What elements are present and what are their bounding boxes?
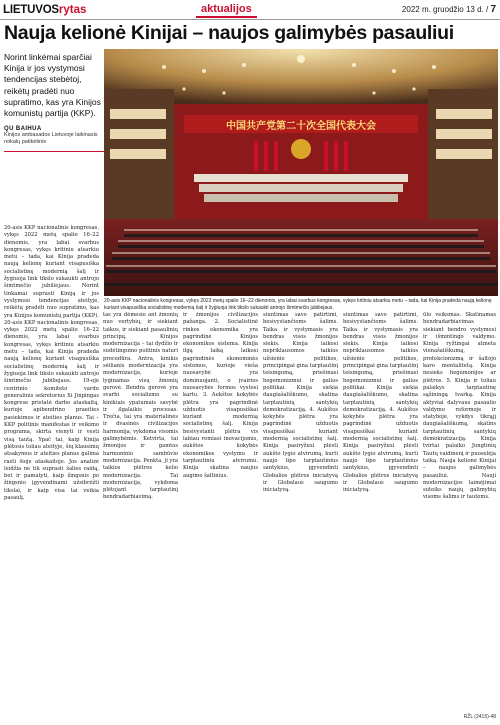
article-column-2 — [103, 312, 178, 720]
column-text: siuntimas savo patirtimi, besivystančioms šalims. Taika ir vystymasis yra bendras visos žmonijos siekis. Kinija laikosi nepriklausomos taikios užsienio politikos, principingai gina tarptautinį teisingumą, priešinasi hegemonizmui ir galios politikai. Kinija siekia daugiašališkumo, skatina tarptautinių santykių demokratizaciją. 4. Aukštos kokybės plėtra yra pagrindinė užduotis visapusiškai kuriant modernią socialistinę šalį. Kinija pasiryžusi plėsti aukšto lygio atvirumą, kurti naujo tipo tarptautinius santykius, įgyvendinti Globalios plėtros iniciatyvą ir Globalaus saugumo iniciatyvą. — [343, 312, 418, 494]
masthead — [0, 0, 500, 20]
page-number: 7 — [490, 4, 496, 15]
column-text: ir žmonijos civilizacijos pažanga. 2. Socialistinė rinkos ekonomika yra pagrindinė Kinijos ekonomikos sistema. Kinija ilgą laiką laikosi pagrindinės ekonominės sistemos, kurioje vieša nuosavybė yra dominuojanti, o įvairios nuosavybės formos vystosi kartu. 3. Aukštos kokybės plėtra yra pagrindinė užduotis visapusiškai kuriant modernią socialistinę šalį. Kinija besivystanti plėtra vis labiau remiasi inovacijomis, aukštos kokybės ekonomikos vystymu ir tarptautiniu atvirumu. Kinija skatina naujus augimo šaltinius. — [183, 312, 258, 479]
column-text: ūlo veiksmas. Skatinamas bendradarbiavimas siekiant bendro vystymosi ir išmintingo valdymo. Kinija ryžtingai atmeta vienašališkumą, protekcionizmą ir šaltojo karo mentalitetą. Kinija nesieks hegemonijos ar plėtros. 5. Kinija ir toliau palaikys tarptautinę sąžiningą tvarką. Kinija aktyviai dalyvaus pasaulio valdymo reformoje ir statyboje, vykdys tikrąjį daugiašališkumą, skatins tarptautinių santykių demokratizaciją. Kinija tvirtai palaiko Jungtinių Tautų vaidmenį ir puoselėja taiką. Nauja kelionė Kinijai – naujos galimybės pasauliui. Nauji modernizacijos laimėjimai suteiks naujų galimybių visoms šalims ir tautoms. — [423, 312, 496, 501]
divider — [4, 151, 104, 152]
congress-photo — [104, 49, 498, 296]
section-label: aktualijos — [196, 2, 257, 18]
article-column-5 — [343, 312, 418, 720]
article-column-6 — [423, 312, 496, 707]
author-role: Kinijos ambasados Lietuvoje laikinasis reikalų patikėtinis — [4, 132, 98, 146]
photo-caption: 20-asis KKP nacionalinis kongresas, vykęs 2022 metų spalio 16–22 dienomis, yra labai svarbus kongresas, vykęs kritiniu atsarkiu metu – tada, kai Kinija pradeda naują kelionę kuriant visapusiška socialistinę modernią šalį ir žygiuoja link tikslo sukaukti antrojo šimtmečio jubiliejaus. — [104, 298, 492, 311]
great-hall-illustration — [104, 49, 498, 296]
column-text: tas yra dėmesio ant žmonių nuo vertybių, ir siekiant taikos, ir siekiant pasaulinių principų. Kinijos modernizacija – tai dydžio ir sudėtingumo politinis naturi procedūra. Antra, kinikis sėilianis modernizacija yra modernizacija, kurioje lyginamas visų žmonių gerovė. Bendra gerovė yra svarbi socializmo su kinikiais ypatumais savybė ir ilgalaikis procesas. Trečia, tai yra materialinės ir dvasinės civilizacijos harmonija, vykdoma visomis galimybėmis. Ketvirta, tai žmonijos ir gamtos harmoninio sambūvio modernizacija. Penkta, ji yra taikios plėtros kelio modernizacija. Tai modernizacija, vykdoma plėtojant tarptautinį bendradarbiavimą. — [103, 312, 178, 501]
article-column-3 — [183, 312, 258, 720]
hall-banner-text: 中国共产党第二十次全国代表大会 — [226, 121, 376, 132]
article-column-1 — [4, 225, 99, 720]
intro-column — [4, 52, 104, 156]
byline — [4, 126, 104, 146]
article-source-code: RŽL (2415)-48 — [463, 714, 496, 720]
column-text: 20-asis KKP nacionalinis kongresas, vykęs 2022 metų spalio 16–22 dienomis, yra labai svarbus kongresas, vykęs kritiniu atsarkiu metu – tada, kai Kinija pradeda naują kelionę kuriant visapusiška socialistinę modernią šalį ir žygiuoja link tikslo sukaukti antrojo šimtmečio jubiliejaus. Norint tinkamai suprasti Kiniją ir jos vystymosi tendencijas ateityje, reikėtų pradėti nuo supratimo, kas yra Kinijos komunistų partija (KKP). 20-asis KKP nacionalinis kongresas, vykęs 2022 metų spalio 16–22 dienomis, yra labai svarbus kongresas, vykęs kritiniu atsarkiu metu – tada, kai Kinija pradeda naują kelionę kuriant visapusiška socialistinę modernią šalį ir žygiuoja link tikslo sukaukti antrojo šimtmečio jubiliejaus. 19-oje centrinio komiteto vardu generalinis sekretorius Xi Jinpingas kongrese pristatė darbo ataskaitą, kurioje apibendrino praeities pasiekimus ir ateities planus. Tai – KKP politinis manifestas ir veikimo programa, skirta vienyti ir vesti visą tautą. Ypač tai, kaip Kinija plėtosis toliau ateityje, šių klausimų atsakymus ir ateities planus galima rasti šioje ataskaitoje. Jos analizė leidžia ne tik suprasti šalies raidą, bet ir pamatyti, kaip žingsnis po žingsnio įgyvendinami užsibrėžti tikslai, ir kaip visa tai veikia pasaulį. — [4, 225, 99, 501]
article-dek: Norint linkėmai sparčiai Kinija ir jos vystymosi tendencijas stebėtoj, reikėtų pradėti nuo supratimo, kas yra Kinijos komunistų partija (KKP). — [4, 52, 101, 119]
author-name: QU BAIHUA — [4, 126, 42, 133]
issue-date: 2022 m. gruodžio 13 d. / — [401, 5, 489, 14]
column-text: siuntimas savo patirtimi, besivystančioms šalims. Taika ir vystymasis yra bendras visos žmonijos siekis. Kinija laikosi nepriklausomos taikios užsienio politikos, principingai gina tarptautinį teisingumą, priešinasi hegemonizmui ir galios politikai. Kinija siekia daugiašališkumo, skatina tarptautinių santykių demokratizaciją. 4. Aukštos kokybės plėtra yra pagrindinė užduotis visapusiškai kuriant modernią socialistinę šalį. Kinija pasiryžusi plėsti aukšto lygio atvirumą, kurti naujo tipo tarptautinius santykius, įgyvendinti Globalios plėtros iniciatyvą ir Globalaus saugumo iniciatyvą. — [263, 312, 338, 494]
date-page-info — [402, 4, 496, 15]
newspaper-logo — [3, 3, 86, 17]
article-headline: Nauja kelionė Kinijai – naujos galimybės pasauliui — [4, 22, 454, 44]
article-column-4 — [263, 312, 338, 720]
logo-main-text: LIETUVOS — [3, 4, 59, 16]
logo-accent-text: rytas — [58, 4, 87, 16]
